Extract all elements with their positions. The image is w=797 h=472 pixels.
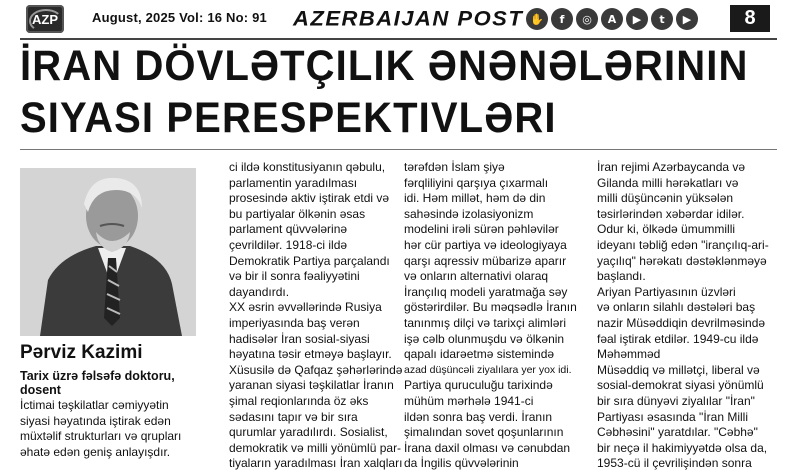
article-column-2 — [229, 160, 402, 472]
text-line: tanınmış dilçi və tarixçi alimləri — [404, 315, 567, 330]
text-line: təsirlərindən xəbərdar idilər. — [597, 206, 745, 221]
text-line: Partiyası əsasında "İran Milli — [597, 409, 748, 424]
text-line: müxtəlif strukturları və qrupları — [20, 429, 182, 444]
headline-divider — [20, 149, 777, 150]
text-line: sosial-demokrat siyasi yönümlü — [597, 378, 764, 393]
text-line: göstərirdilər. Bu məqsədlə İranın — [404, 300, 577, 315]
headline-line-1: İRAN DÖVLƏTÇILIK ƏNƏNƏLƏRININ — [20, 42, 749, 90]
text-line: imperiyasında baş verən — [229, 315, 360, 330]
author-title — [20, 369, 200, 397]
text-line: qurumlar yaradılırdı. Sosialist, — [229, 425, 388, 440]
text-line: Partiya quruculuğu tarixində — [404, 378, 553, 393]
text-line: parlament qüvvələrinə — [229, 222, 348, 237]
text-line: sahəsində izolasiyonizm — [404, 206, 534, 221]
text-line: İrançılıq modeli yaratmağa səy — [404, 284, 568, 299]
text-line: İctimai təşkilatlar cəmiyyətin — [20, 398, 169, 412]
text-line: demokratik və milli yönümlü par- — [229, 440, 402, 455]
text-line: bir sıra dünyəvi ziyalılar "İran" — [597, 393, 755, 408]
text-line: dayandırdı. — [229, 284, 290, 299]
page-header — [0, 0, 797, 38]
text-line: bir neçə il hakimiyyətdə olsa da, — [597, 440, 768, 455]
masthead-title: AZERBAIJAN POST — [293, 6, 524, 31]
text-line: İran rejimi Azərbaycanda və — [597, 160, 746, 174]
text-line: şimalından sovet qoşunlarının — [404, 425, 564, 440]
twitter-icon[interactable]: t — [651, 8, 673, 30]
text-line: milli düşüncənin yüksələn — [597, 191, 734, 206]
author-title-line-1: Tarix üzrə fəlsəfə doktoru, — [20, 369, 175, 383]
play-icon[interactable]: ▶ — [676, 8, 698, 30]
article-column-1 — [20, 398, 181, 460]
text-line: tərəfdən İslam şiyə — [404, 160, 505, 174]
text-line: Cəbhəsini" yaratdılar. "Cəbhə" — [597, 425, 758, 440]
headline-line-2: SIYASI PERESPEKTIVLƏRI — [20, 94, 557, 142]
appstore-icon[interactable]: A — [601, 8, 623, 30]
issue-info: August, 2025 Vol: 16 No: 91 — [92, 10, 267, 25]
page-number: 8 — [730, 5, 770, 32]
article-column-3 — [404, 160, 577, 472]
article-column-4 — [597, 160, 769, 472]
text-line: çevrildilər. 1918-ci ildə — [229, 237, 348, 252]
text-line: yaranan siyasi təşkilatlar İranın — [229, 378, 394, 393]
text-line: hadisələr İran sosial-siyasi — [229, 331, 370, 346]
text-line: fərqliliyini qarşıya çıxarmalı — [404, 175, 549, 190]
azp-logo[interactable] — [26, 5, 64, 33]
text-line: fəal iştirak etdilər. 1949-cu ildə — [597, 331, 759, 346]
text-line: tiyaların yaradılması İran xalqları — [229, 456, 403, 471]
text-line: şimal reqionlarında öz əks — [229, 393, 369, 408]
author-title-line-2: dosent — [20, 383, 61, 397]
text-line: ci ildə konstitusiyanın qəbulu, — [229, 160, 386, 174]
text-line: ildən sonra baş verdi. İranın — [404, 409, 553, 424]
text-line: modelini irəli sürən pəhləvilər — [404, 222, 559, 237]
text-line: və onların silahlı dəstələri baş — [597, 300, 756, 315]
text-line: əhatə edən geniş anlayışdır. — [20, 444, 171, 459]
text-line: həyatına təsir etməyə başlayır. — [229, 347, 392, 362]
text-line: Xüsusilə də Qafqaz şəhərlərində — [229, 362, 403, 377]
text-line: da İngilis qüvvələrinin — [404, 456, 519, 471]
text-line: mühüm mərhələ 1941-ci — [404, 393, 534, 408]
instagram-icon[interactable]: ◎ — [576, 8, 598, 30]
text-line: yaçılıq" hərəkatı dəstəklənməyə — [597, 253, 767, 268]
share-icon[interactable]: ✋ — [526, 8, 548, 30]
text-line: Məhəmməd — [597, 347, 661, 362]
text-line: 1953-cü il çevrilişindən sonra — [597, 456, 752, 471]
text-line: Odur ki, ölkədə ümummilli — [597, 222, 736, 237]
author-photo — [20, 168, 196, 336]
text-line: işə cəlb olunmuşdu və ölkənin — [404, 331, 565, 346]
text-line: Ariyan Partiyasının üzvləri — [597, 284, 736, 299]
text-line: prosesində aktiv iştirak etdi və — [229, 191, 390, 206]
social-icons — [526, 8, 698, 30]
article-headline — [20, 40, 749, 144]
text-line: bu partiyalar ölkənin əsas — [229, 206, 366, 221]
text-line: azad düşüncəli ziyalılara yer yox idi. — [404, 363, 572, 376]
text-line: ideyanı təbliğ edən "irançılıq-ari- — [597, 237, 769, 252]
text-line: sədasını tapır və bir sıra — [229, 409, 358, 424]
text-line: Demokratik Partiya parçalandı — [229, 253, 390, 268]
author-portrait-image — [20, 168, 196, 336]
text-line: parlamentin yaradılması — [229, 175, 358, 190]
text-line: siyasi həyatında iştirak edən — [20, 413, 171, 428]
youtube-icon[interactable]: ▶ — [626, 8, 648, 30]
text-line: İrana daxil olması və cənubdan — [404, 440, 571, 455]
text-line: nazir Müsəddiqin devrilməsində — [597, 315, 766, 330]
text-line: Gilanda milli hərəkatları və — [597, 175, 739, 190]
text-line: və onların alternativi olaraq — [404, 269, 549, 284]
text-line: idi. Həm millət, həm də din — [404, 191, 546, 206]
text-line: qapalı idarəetmə sistemində — [404, 347, 555, 362]
author-name: Pərviz Kazimi — [20, 342, 143, 363]
logo-text: AZP — [32, 11, 58, 27]
text-line: başlandı. — [597, 269, 646, 284]
text-line: Müsəddiq və millətçi, liberal və — [597, 362, 760, 377]
text-line: qarşı aqressiv mübarizə aparır — [404, 253, 567, 268]
text-line: XX əsrin əvvəllərində Rusiya — [229, 300, 382, 315]
facebook-icon[interactable]: f — [551, 8, 573, 30]
text-line: və bir il sonra fəaliyyətini — [229, 269, 360, 284]
text-line: hər cür partiya və ideologiyaya — [404, 237, 567, 252]
